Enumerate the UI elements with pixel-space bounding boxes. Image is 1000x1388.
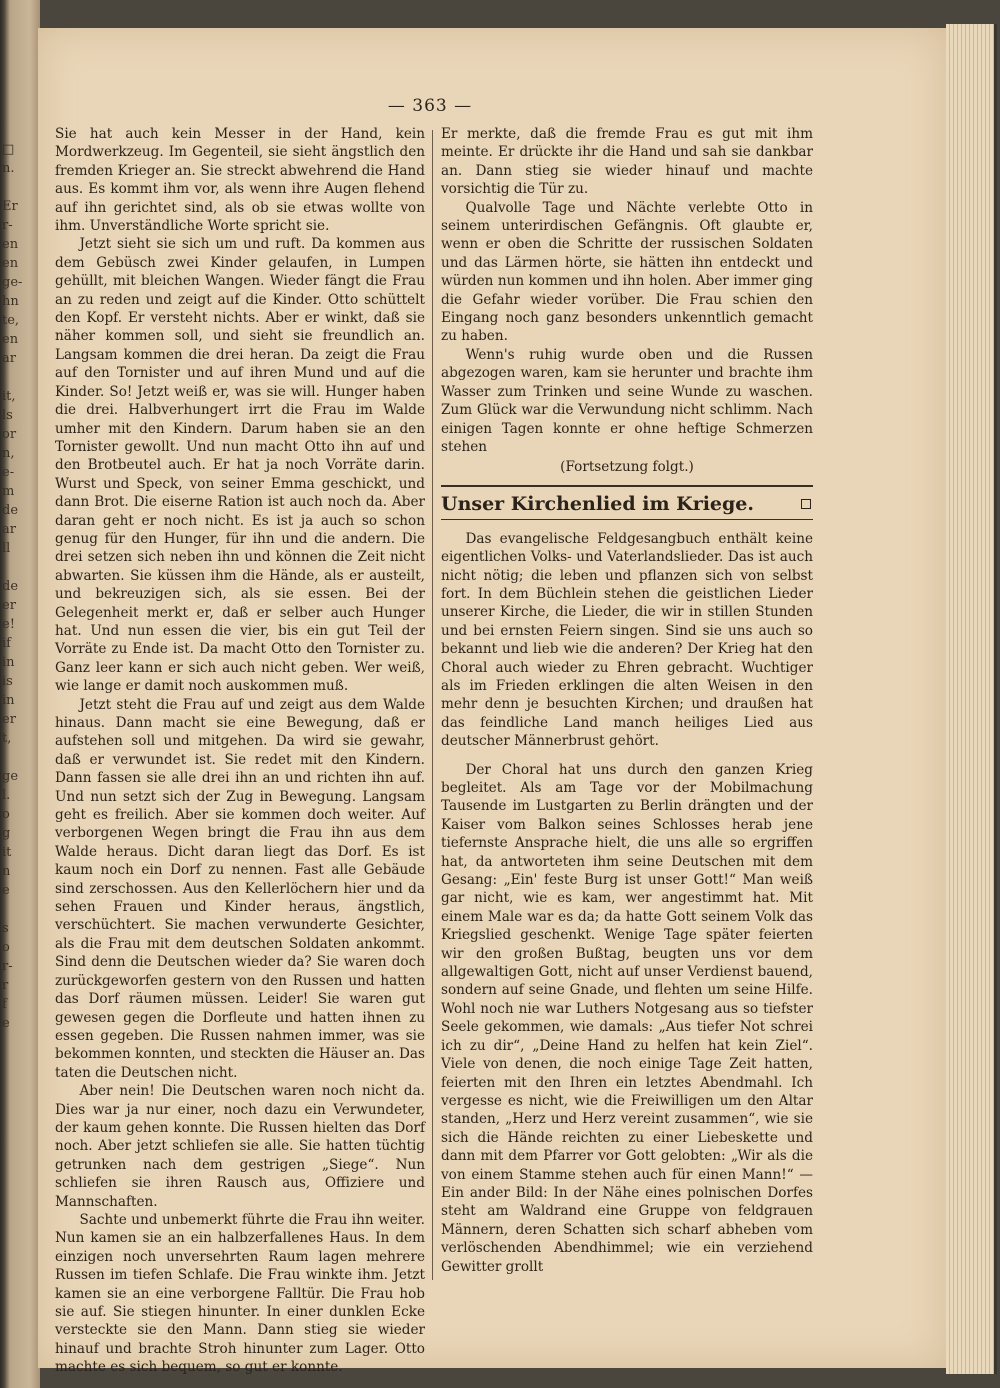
paragraph: Sie hat auch kein Messer in der Hand, kein Mordwerkzeug. Im Gegenteil, sie sieht ängstlich den fremden Krieger an. Sie streckt abwehrend die Hand aus. Es kommt ihm vor, als wenn ihre Augen flehend auf ihn gerichtet sind, als ob sie etwas wollte von ihm. Unverständliche Worte spricht sie. bbox=[55, 126, 425, 235]
paragraph: Er merkte, daß die fremde Frau es gut mit ihm meinte. Er drückte ihr die Hand und sah sie dankbar an. Dann stieg sie wieder hinauf und machte vorsichtig die Tür zu. bbox=[441, 126, 813, 198]
fragment-text: o bbox=[2, 940, 10, 955]
fragment-text: n. bbox=[2, 161, 15, 176]
previous-page-fragments bbox=[2, 140, 23, 1033]
fragment-text: e! bbox=[2, 617, 15, 632]
page-number: — 363 — bbox=[387, 96, 473, 116]
fragment-text: it, bbox=[2, 389, 16, 404]
paragraph: Wenn's ruhig wurde oben und die Russen abgezogen waren, kam sie herunter und brachte ihm Wasser zum Trinken und seine Wunde zu waschen. Zum Glück war die Verwundung nicht schlimm. Nach einigen Tagen konnte er ohne heftige Schmerzen stehen bbox=[441, 346, 813, 455]
fragment-text: hn bbox=[2, 294, 19, 309]
fragment-text: s bbox=[2, 921, 9, 936]
left-column bbox=[55, 125, 425, 1377]
fragment-text: in bbox=[2, 655, 15, 670]
fragment-text: ar bbox=[2, 522, 16, 537]
right-column bbox=[441, 125, 813, 1276]
paragraph: Qualvolle Tage und Nächte verlebte Otto in seinem unterirdischen Gefängnis. Oft glaubte er, wenn er oben die Schritte der russischen Soldaten und das Lärmen hörte, sie hätten ihn entdeckt und würden nun kommen und ihn holen. Aber immer ging die Gefahr wieder vorüber. Die Frau schien den Eingang noch ganz besonders unkenntlich gemacht zu haben. bbox=[441, 199, 813, 345]
fragment-text: n bbox=[2, 864, 11, 879]
fragment-text: er bbox=[2, 712, 16, 727]
fragment-text: en bbox=[2, 332, 19, 347]
fragment-text bbox=[2, 558, 18, 577]
paragraph: Jetzt steht die Frau auf und zeigt aus dem Walde hinaus. Dann macht sie eine Bewegung, daß er aufstehen soll und mitgehen. Da wird sie gewahr, daß er verwundet ist. Sie redet mit den Kindern. Dann fassen sie alle drei ihn an und richten ihn auf. Und nun setzt sich der Zug in Bewegung. Langsam geht es freilich. Aber sie kommen doch weiter. Auf verborgenen Wegen bringt die Frau ihn aus dem Walde heraus. Dicht daran liegt das Dorf. Es ist kaum noch ein Dorf zu nennen. Fast alle Gebäude sind zerschossen. Aus den Kellerlöchern hier und da sehen Frauen und Kinder heraus, ängstlich, verschüchtert. Sie machen verwunderte Gesichter, als die Frau mit dem deutschen Soldaten ankommt. Sind denn die Deutschen wieder da? Sie waren doch zurückgeworfen gestern von den Russen und hatten das Dorf räumen müssen. Leider! Sie waren gut gewesen gegen die Dorfleute und hatten ihnen zu essen gegeben. Die Russen nahmen immer, was sie bekommen konnten, und steckten die Häuser an. Das taten die Deutschen nicht. bbox=[55, 696, 425, 1081]
page-stack-edge bbox=[946, 24, 997, 1374]
paragraph: Sachte und unbemerkt führte die Frau ihn weiter. Nun kamen sie an ein halbzerfallenes Haus. In dem einzigen noch unversehrten Raum lagen mehrere Russen im tiefen Schlafe. Die Frau winkte ihm. Jetzt kamen sie an eine verborgene Falltür. Die Frau hob sie auf. Sie stiegen hinunter. In einer dunklen Ecke versteckte sie den Mann. Dann stieg sie wieder hinauf und brachte Stroh hinunter zum Lager. Otto machte es sich bequem, so gut er konnte. bbox=[55, 1211, 425, 1376]
fragment-text: te, bbox=[2, 313, 20, 328]
fragment-text bbox=[2, 748, 18, 767]
fragment-text: e bbox=[2, 883, 10, 898]
fragment-text: t, bbox=[2, 731, 12, 746]
fragment-text: de bbox=[2, 503, 19, 518]
fragment-text bbox=[2, 178, 18, 197]
fragment-text: l. bbox=[2, 788, 11, 803]
fragment-text: er bbox=[2, 598, 16, 613]
fragment-text: m bbox=[2, 484, 15, 499]
fragment-text: r bbox=[2, 978, 9, 993]
paragraph: Aber nein! Die Deutschen waren noch nicht da. Dies war ja nur einer, noch dazu ein Verwundeter, der kaum gehen konnte. Die Russen hielten das Dorf noch. Aber jetzt schliefen sie alle. Sie hatten tüchtig getrunken nach dem gestrigen „Siege“. Nun schliefen sie ihren Rausch aus, Offiziere und Mannschaften. bbox=[55, 1083, 425, 1210]
paragraph: Das evangelische Feldgesangbuch enthält keine eigentlichen Volks- und Vaterlandslieder. Das ist auch nicht nötig; die leben und pflanzen sich von selbst fort. In dem Büchlein stehen die geistlichen Lieder unserer Kirche, die Lieder, die wir in stillen Stunden und bei ernsten Feiern singen. Sind sie uns auch so bekannt und lieb wie die anderen? Der Krieg hat den Choral auch wieder zu Ehren gebracht. Wuchtiger als im Frieden erklingen die alten Weisen in den mehr denn je besuchten Kirchen; und draußen hat das feindliche Land manch heiliges Lied aus deutscher Männerbrust gehört. bbox=[441, 530, 813, 750]
square-ornament-icon bbox=[801, 499, 811, 509]
fragment-text: is bbox=[2, 674, 13, 689]
section-rule bbox=[441, 485, 813, 487]
fragment-text bbox=[2, 368, 18, 387]
fragment-text: ge bbox=[2, 769, 19, 784]
fragment-text: f bbox=[2, 997, 7, 1012]
fragment-text: en bbox=[2, 237, 19, 252]
paragraph: Jetzt sieht sie sich um und ruft. Da kommen aus dem Gebüsch zwei Kinder gelaufen, in Lumpen gehüllt, mit bleichen Wangen. Wieder fängt die Frau an zu reden und zeigt auf die Kinder. Otto schüttelt den Kopf. Er versteht nichts. Aber er winkt, daß sie näher kommen soll, und sieht sie freundlich an. Langsam kommen die drei heran. Da zeigt die Frau auf den Tornister und auf ihren Mund und auf die Kinder. So! Jetzt weiß er, was sie will. Hunger haben die drei. Halbverhungert irrt die Frau im Walde umher mit den Kindern. Darum haben sie an den Tornister gewollt. Und nun macht Otto ihn auf und den Brotbeutel auch. Er hat ja noch Vorräte darin. Wurst und Speck, von seiner Emma geschickt, und dann Brot. Die eiserne Ration ist auch noch da. Aber daran geht er noch nicht. Es ist ja auch so schon genug für den Hunger, für ihn und die andern. Die drei setzen sich neben ihn und können die Zeit nicht abwarten. Sie küssen ihm die Hände, als er austeilt, und bekreuzigen sich, als sie essen. Bei der Gelegenheit merkt er, daß er selber auch Hunger hat. Und nun essen die vier, bis ein gut Teil der Vorräte zu Ende ist. Da macht Otto den Tornister zu. Ganz leer kann er sich auch nicht geben. Wer weiß, wie lange er damit noch auskommen muß. bbox=[55, 236, 425, 695]
section-title: Unser Kirchenlied im Kriege. bbox=[441, 492, 754, 515]
column-divider bbox=[432, 130, 433, 1280]
fragment-text: r- bbox=[2, 959, 13, 974]
paragraph: Der Choral hat uns durch den ganzen Krieg begleitet. Als am Tage vor der Mobilmachung Tausende im Lustgarten zu Berlin drängten und der Kaiser vom Balkon seines Schlosses herab jene tiefernste Ansprache hielt, die uns alle so ergriffen hat, da antworteten ihm seine Deutschen mit dem Gesang: „Ein' feste Burg ist unser Gott!“ Man weiß gar nicht, wie es kam, wer angestimmt hat. Mit einem Male war es da; da hatte Gott seinem Volk das Kriegslied geschenkt. Wenige Tage später feierten wir den großen Bußtag, beugten uns vor dem allgewaltigen Gott, nicht auf unser Verdienst bauend, sondern auf seine Gnade, und flehten um seine Hilfe. Wohl noch nie war Luthers Notgesang aus so tiefster Seele gekommen, wie damals: „Aus tiefer Not schrei ich zu dir“, „Deine Hand zu helfen hat kein Ziel“. Viele von denen, die noch einige Tage Zeit hatten, feierten mit den Ihren ein letztes Abendmahl. Ich vergesse es nicht, wie die Freiwilligen um den Altar standen, „Herz und Herz vereint zusammen“, wie sie sich die Hände reichten zu einer Liebeskette und dann mit dem Pfarrer vor Gott gelobten: „Wir als die von einem Stamme stehen auch für einen Mann!“ — Ein ander Bild: In der Nähe eines polnischen Dorfes steht am Waldrand eine Gruppe von feldgrauen Männern, deren Schatten sich scharf abheben vom verlöschenden Abendhimmel; wie ein verziehend Gewitter grollt bbox=[441, 761, 813, 1275]
fragment-text: e- bbox=[2, 465, 15, 480]
fragment-text: if bbox=[2, 636, 11, 651]
fragment-text: or bbox=[2, 427, 17, 442]
fragment-text: □ bbox=[2, 142, 15, 157]
fragment-text: it bbox=[2, 845, 12, 860]
fragment-text: in bbox=[2, 693, 15, 708]
fragment-text: ge- bbox=[2, 275, 23, 290]
section-heading bbox=[441, 491, 813, 517]
fragment-text: n, bbox=[2, 446, 15, 461]
previous-page-edge bbox=[0, 0, 40, 1388]
fragment-text: o bbox=[2, 807, 10, 822]
fragment-text: ll bbox=[2, 541, 11, 556]
section-rule-bottom bbox=[441, 519, 813, 520]
fragment-text: de bbox=[2, 579, 19, 594]
fragment-text: r- bbox=[2, 218, 13, 233]
fragment-text: en bbox=[2, 256, 19, 271]
fragment-text bbox=[2, 900, 18, 919]
fragment-text: g bbox=[2, 826, 11, 841]
fragment-text: Er bbox=[2, 199, 18, 214]
fragment-text: e bbox=[2, 1016, 10, 1031]
fragment-text: ls bbox=[2, 408, 13, 423]
continuation-note: (Fortsetzung folgt.) bbox=[560, 459, 694, 476]
fragment-text: ar bbox=[2, 351, 16, 366]
